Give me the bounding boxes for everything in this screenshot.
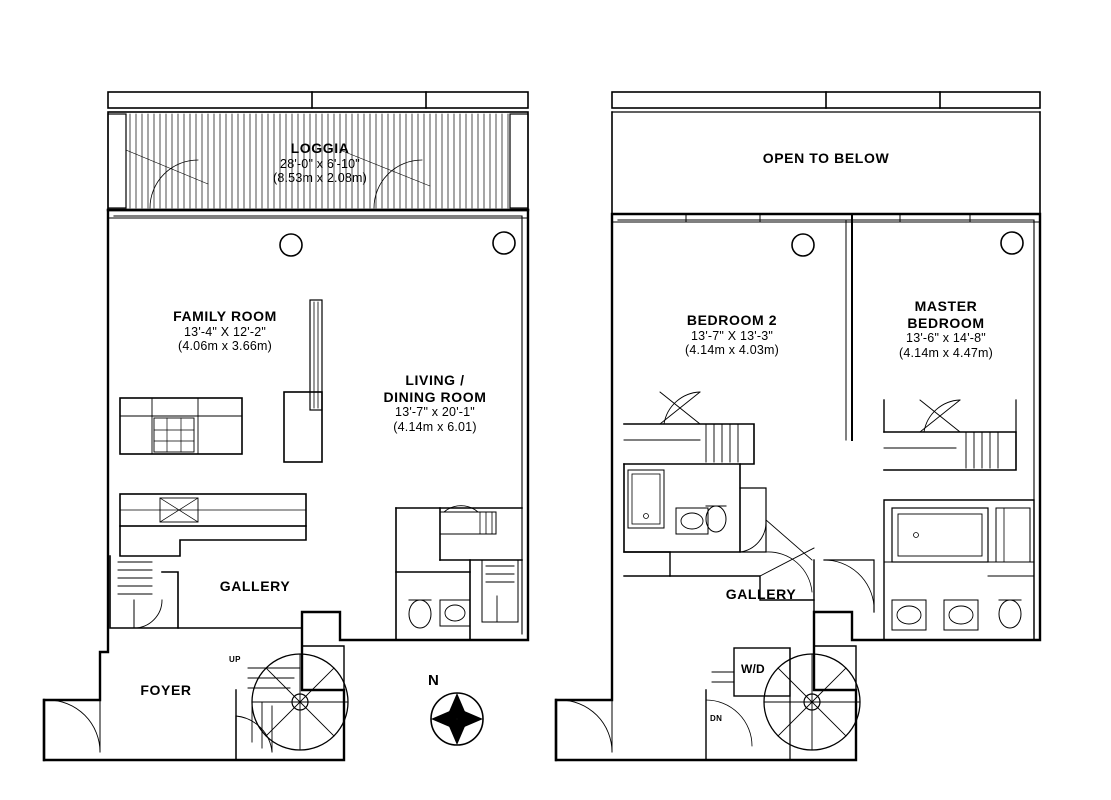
- loggia-dim-imperial: 28'-0" x 6'-10": [280, 156, 360, 171]
- living-dining-name-line2: DINING ROOM: [383, 388, 487, 405]
- family-room-name: FAMILY ROOM: [173, 308, 277, 324]
- loggia-dim-metric: (8.53m x 2.08m): [272, 171, 367, 186]
- master-bedroom-dim-imperial: 13'-6" x 14'-8": [906, 331, 986, 346]
- master-bedroom-name-line1: MASTER: [914, 298, 978, 314]
- open-to-below-name: OPEN TO BELOW: [762, 150, 890, 166]
- stair-dn-label: DN: [710, 714, 723, 723]
- living-dining-dim-imperial: 13'-7" x 20'-1": [395, 405, 475, 420]
- stair-up-label: UP: [229, 655, 241, 664]
- north-arrow: [431, 693, 483, 745]
- washer-dryer-label: W/D: [741, 662, 765, 676]
- foyer-name: FOYER: [140, 682, 192, 698]
- master-bedroom-dim-metric: (4.14m x 4.47m): [898, 345, 993, 360]
- master-bedroom-name-line2: BEDROOM: [907, 314, 985, 331]
- bedroom-2-dim-imperial: 13'-7" X 13'-3": [691, 328, 773, 343]
- upper-floor-outline: [556, 92, 1040, 760]
- gallery-upper-name: GALLERY: [725, 586, 797, 602]
- bedroom-2-dim-metric: (4.14m x 4.03m): [684, 343, 779, 358]
- lower-floor-outline: [44, 92, 528, 760]
- bedroom-2-name: BEDROOM 2: [686, 312, 778, 328]
- north-label: N: [428, 672, 439, 689]
- family-room-dim-imperial: 13'-4" X 12'-2": [184, 324, 266, 339]
- living-dining-name-line1: LIVING /: [405, 372, 465, 388]
- loggia-name: LOGGIA: [290, 140, 350, 156]
- gallery-lower-name: GALLERY: [219, 578, 291, 594]
- family-room-dim-metric: (4.06m x 3.66m): [177, 339, 272, 354]
- living-dining-dim-metric: (4.14m x 6.01): [393, 419, 477, 434]
